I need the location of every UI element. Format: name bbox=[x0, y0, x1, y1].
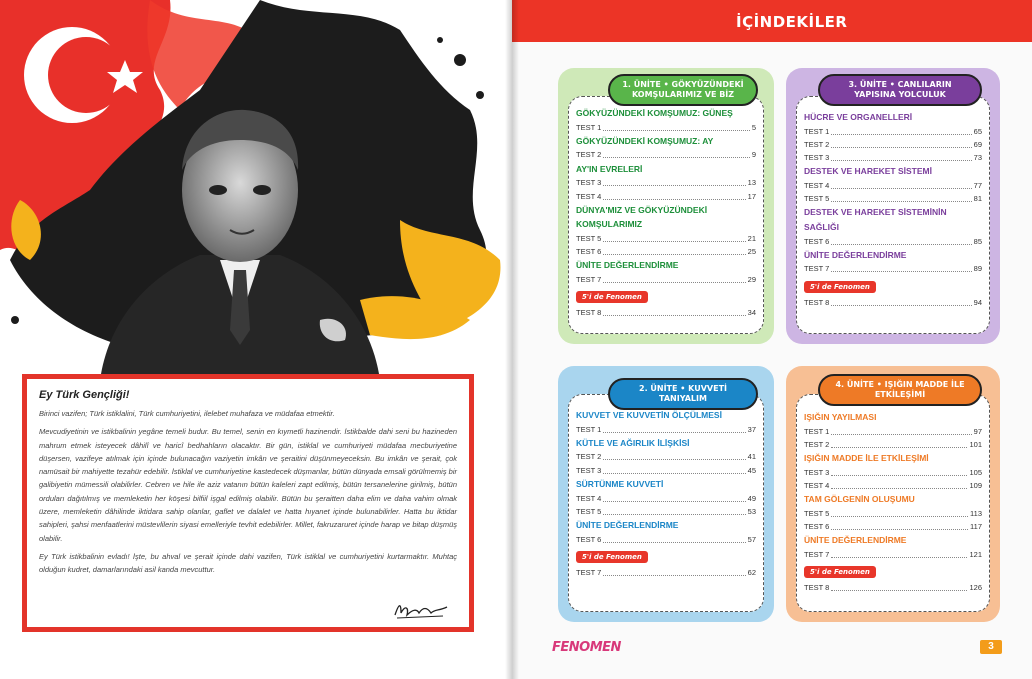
toc-test-label: TEST 4 bbox=[804, 481, 830, 491]
leader-dots bbox=[831, 265, 971, 272]
leader-dots bbox=[603, 151, 750, 158]
toc-page-number: 34 bbox=[747, 308, 756, 318]
toc-page-number: 69 bbox=[973, 139, 982, 149]
unit-item-list bbox=[804, 410, 982, 594]
leader-dots bbox=[603, 248, 745, 255]
toc-section-heading[interactable]: GÖKYÜZÜNDEKİ KOMŞUMUZ: GÜNEŞ bbox=[576, 108, 733, 118]
toc-test-entry[interactable] bbox=[804, 138, 982, 151]
toc-page-number: 113 bbox=[970, 508, 982, 518]
leader-dots bbox=[603, 495, 745, 502]
toc-test-entry[interactable] bbox=[804, 581, 982, 594]
toc-section-heading[interactable]: ÜNİTE DEĞERLENDİRME bbox=[804, 535, 907, 546]
toc-section-heading[interactable]: AY'IN EVRELERİ bbox=[576, 163, 643, 174]
fenomen-badge[interactable]: 5'i de Fenomen bbox=[576, 291, 648, 303]
toc-section-heading[interactable]: IŞIĞIN MADDE İLE ETKİLEŞİMİ bbox=[804, 453, 929, 464]
contents-header-bar bbox=[512, 0, 1032, 42]
toc-page-number: 25 bbox=[747, 247, 756, 257]
unit-title: 1. ÜNİTE • GÖKYÜZÜNDEKİ KOMŞULARIMIZ VE BİZ bbox=[608, 74, 758, 106]
toc-test-label: TEST 8 bbox=[804, 297, 830, 307]
toc-test-label: TEST 8 bbox=[576, 308, 602, 318]
toc-page-number: 21 bbox=[747, 233, 756, 243]
toc-page-number: 49 bbox=[747, 493, 756, 503]
toc-test-label: TEST 8 bbox=[804, 583, 830, 593]
toc-page-number: 89 bbox=[973, 264, 982, 274]
toc-page-number: 126 bbox=[969, 583, 982, 593]
toc-test-label: TEST 3 bbox=[804, 467, 830, 477]
toc-test-label: TEST 2 bbox=[576, 150, 602, 160]
toc-page-number: 117 bbox=[970, 522, 982, 532]
toc-test-entry[interactable] bbox=[804, 296, 982, 309]
toc-test-label: TEST 7 bbox=[576, 567, 602, 577]
leader-dots bbox=[831, 584, 967, 591]
unit-title: 4. ÜNİTE • IŞIĞIN MADDE İLE ETKİLEŞİMİ bbox=[818, 374, 982, 406]
toc-test-entry[interactable] bbox=[804, 179, 982, 192]
portrait-illustration bbox=[60, 70, 420, 380]
ataturk-address-to-youth bbox=[22, 374, 474, 632]
toc-test-label: TEST 3 bbox=[576, 465, 602, 475]
publisher-logo: FENOMEN bbox=[552, 640, 621, 655]
leader-dots bbox=[603, 235, 745, 242]
leader-dots bbox=[603, 193, 745, 200]
unit-item-list bbox=[576, 106, 756, 319]
leader-dots bbox=[831, 523, 968, 530]
toc-page-number: 77 bbox=[973, 181, 982, 191]
leader-dots bbox=[831, 441, 967, 448]
unit-2-box bbox=[558, 366, 774, 622]
toc-section-heading[interactable]: DÜNYA'MIZ VE GÖKYÜZÜNDEKİ KOMŞULARIMIZ bbox=[576, 204, 708, 230]
toc-page-number: 41 bbox=[747, 452, 756, 462]
toc-test-label: TEST 2 bbox=[804, 139, 830, 149]
toc-test-label: TEST 7 bbox=[576, 274, 602, 284]
toc-section-heading[interactable]: SÜRTÜNME KUVVETİ bbox=[576, 478, 664, 489]
toc-section-heading[interactable]: DESTEK VE HAREKET SİSTEMİ bbox=[804, 166, 932, 177]
toc-test-entry[interactable] bbox=[576, 121, 756, 134]
toc-test-entry[interactable] bbox=[576, 566, 756, 579]
toc-test-label: TEST 5 bbox=[576, 506, 602, 516]
toc-section-heading[interactable]: KUVVET VE KUVVETİN ÖLÇÜLMESİ bbox=[576, 410, 722, 420]
toc-page-number: 109 bbox=[969, 481, 982, 491]
toc-test-entry[interactable] bbox=[804, 479, 982, 492]
toc-section-heading[interactable]: GÖKYÜZÜNDEKİ KOMŞUMUZ: AY bbox=[576, 135, 714, 146]
unit-title: 2. ÜNİTE • KUVVETİ TANIYALIM bbox=[608, 378, 758, 410]
toc-test-label: TEST 5 bbox=[804, 508, 830, 518]
unit-1-box bbox=[558, 68, 774, 344]
toc-test-entry[interactable] bbox=[804, 466, 982, 479]
contents-title: İÇİNDEKİLER bbox=[736, 13, 848, 31]
toc-page-number: 37 bbox=[747, 424, 756, 434]
toc-test-label: TEST 2 bbox=[804, 439, 830, 449]
leader-dots bbox=[831, 182, 971, 189]
toc-page-number: 65 bbox=[973, 126, 982, 136]
toc-section-heading[interactable]: KÜTLE VE AĞIRLIK İLİŞKİSİ bbox=[576, 437, 690, 448]
toc-test-label: TEST 4 bbox=[804, 181, 830, 191]
toc-test-entry[interactable] bbox=[576, 505, 756, 518]
leader-dots bbox=[831, 482, 967, 489]
toc-test-entry[interactable] bbox=[804, 234, 982, 247]
toc-test-entry[interactable] bbox=[576, 491, 756, 504]
fenomen-badge[interactable]: 5'i de Fenomen bbox=[804, 281, 876, 293]
toc-test-entry[interactable] bbox=[804, 548, 982, 561]
toc-test-entry[interactable] bbox=[804, 425, 982, 438]
leader-dots bbox=[603, 569, 745, 576]
toc-test-entry[interactable] bbox=[576, 148, 756, 161]
toc-test-entry[interactable] bbox=[576, 306, 756, 319]
unit-4-box bbox=[786, 366, 1000, 622]
leader-dots bbox=[603, 124, 750, 131]
leader-dots bbox=[831, 195, 971, 202]
unit-title: 3. ÜNİTE • CANLILARIN YAPISINA YOLCULUK bbox=[818, 74, 982, 106]
toc-test-entry[interactable] bbox=[576, 273, 756, 286]
toc-section-heading[interactable]: ÜNİTE DEĞERLENDİRME bbox=[804, 249, 907, 260]
toc-test-entry[interactable] bbox=[576, 450, 756, 463]
toc-page-number: 97 bbox=[973, 426, 982, 436]
toc-test-label: TEST 6 bbox=[804, 236, 830, 246]
toc-test-entry[interactable] bbox=[804, 520, 982, 533]
toc-section-heading[interactable]: IŞIĞIN YAYILMASI bbox=[804, 412, 877, 422]
toc-test-label: TEST 6 bbox=[804, 522, 830, 532]
leader-dots bbox=[603, 276, 745, 283]
toc-test-entry[interactable] bbox=[804, 125, 982, 138]
toc-page-number: 85 bbox=[973, 236, 982, 246]
toc-test-entry[interactable] bbox=[576, 464, 756, 477]
toc-test-entry[interactable] bbox=[804, 507, 982, 520]
toc-test-entry[interactable] bbox=[576, 423, 756, 436]
toc-page-number: 62 bbox=[747, 567, 756, 577]
leader-dots bbox=[603, 536, 745, 543]
unit-item-list bbox=[576, 408, 756, 579]
leader-dots bbox=[831, 510, 968, 517]
leader-dots bbox=[603, 508, 745, 515]
unit-3-box bbox=[786, 68, 1000, 344]
toc-test-label: TEST 7 bbox=[804, 264, 830, 274]
toc-section-heading[interactable]: DESTEK VE HAREKET SİSTEMİNİN SAĞLIĞI bbox=[804, 207, 947, 232]
toc-section-heading[interactable]: TAM GÖLGENİN OLUŞUMU bbox=[804, 494, 915, 505]
leader-dots bbox=[831, 428, 971, 435]
leader-dots bbox=[831, 238, 971, 245]
toc-section-heading[interactable]: ÜNİTE DEĞERLENDİRME bbox=[576, 260, 679, 271]
page-number: 3 bbox=[980, 640, 1002, 654]
signature-image bbox=[391, 599, 451, 621]
toc-test-label: TEST 7 bbox=[804, 549, 830, 559]
toc-test-label: TEST 4 bbox=[576, 493, 602, 503]
oath-paragraph: Birinci vazifen; Türk istiklalini, Türk cumhuriyetini, ilelebet muhafaza ve müdafaa etmektir. bbox=[39, 409, 335, 418]
leader-dots bbox=[831, 154, 971, 161]
leader-dots bbox=[603, 309, 745, 316]
toc-test-label: TEST 2 bbox=[576, 452, 602, 462]
book-spine-shadow bbox=[505, 0, 519, 679]
toc-test-entry[interactable] bbox=[576, 232, 756, 245]
toc-page-number: 94 bbox=[973, 297, 982, 307]
toc-test-entry[interactable] bbox=[576, 532, 756, 545]
toc-page-number: 53 bbox=[747, 506, 756, 516]
toc-test-label: TEST 3 bbox=[804, 153, 830, 163]
toc-test-label: TEST 1 bbox=[804, 126, 830, 136]
toc-test-entry[interactable] bbox=[804, 192, 982, 205]
toc-page-number: 81 bbox=[973, 194, 982, 204]
right-page bbox=[512, 0, 1032, 679]
leader-dots bbox=[603, 453, 745, 460]
toc-test-entry[interactable] bbox=[576, 189, 756, 202]
toc-test-entry[interactable] bbox=[804, 151, 982, 164]
leader-dots bbox=[831, 299, 971, 306]
oath-paragraph: Mevcudiyetinin ve istikbalinin yegâne temeli budur. Bu temel, senin en kıymetli hazinendir. İstikbalde dahi seni bu hazineden mahrum etmek isteyecek dâhilî ve haricî bedhahların olacaktır. Bir gün, istiklal ve cumhuriyeti müdafaa mecburiyetine düşersen, vazifeye atılmak için içinde bulunacağın vaziyetin imkân ve şeraitini düşünmeyeceksin. Bu imkân ve şerait, çok namüsait bir mahiyette tezahür edebilir. İstiklal ve cumhuriyetine kastedecek düşmanlar, bütün dünyada emsali görülmemiş bir galibiyetin mümessili olabilirler. Cebren ve hile ile aziz vatanın bütün kaleleri zapt edilmiş, bütün tersanelerine girilmiş, bütün orduları dağıtılmış ve memleketin her köşesi bilfiil işgal edilmiş olabilir. Bütün bu şeraitten daha elim ve daha vahim olmak üzere, memleketin dâhilinde iktidara sahip olanlar, gaflet ve dalalet ve hatta hıyanet içinde bulunabilirler. Hatta bu iktidar sahipleri, şahsi menfaatlerini müstevlilerin siyasi emelleriyle tevhit edebilirler. Millet, fakruzaruret içinde harap ve bitap düşmüş olabilir. bbox=[39, 427, 457, 543]
toc-section-heading[interactable]: HÜCRE VE ORGANELLERİ bbox=[804, 112, 913, 122]
toc-test-label: TEST 1 bbox=[576, 122, 602, 132]
leader-dots bbox=[603, 467, 745, 474]
toc-test-label: TEST 5 bbox=[576, 233, 602, 243]
toc-test-label: TEST 3 bbox=[576, 178, 602, 188]
leader-dots bbox=[831, 128, 971, 135]
toc-test-entry[interactable] bbox=[576, 176, 756, 189]
toc-page-number: 57 bbox=[747, 534, 756, 544]
toc-test-entry[interactable] bbox=[576, 245, 756, 258]
toc-test-label: TEST 6 bbox=[576, 534, 602, 544]
toc-page-number: 45 bbox=[747, 465, 756, 475]
leader-dots bbox=[831, 469, 967, 476]
toc-page-number: 13 bbox=[747, 178, 756, 188]
leader-dots bbox=[831, 551, 967, 558]
leader-dots bbox=[603, 179, 745, 186]
toc-page-number: 17 bbox=[747, 191, 756, 201]
toc-page-number: 101 bbox=[969, 439, 982, 449]
toc-page-number: 121 bbox=[969, 549, 982, 559]
toc-page-number: 29 bbox=[747, 274, 756, 284]
leader-dots bbox=[831, 141, 971, 148]
oath-paragraph: Ey Türk istikbalinin evladı! İşte, bu ahval ve şerait içinde dahi vazifen, Türk istiklal ve cumhuriyetini kurtarmaktır. Muhtaç olduğun kudret, damarlarındaki asil kanda mevcuttur. bbox=[39, 551, 457, 575]
toc-page-number: 5 bbox=[751, 122, 756, 132]
toc-page-number: 105 bbox=[969, 467, 982, 477]
leader-dots bbox=[603, 426, 745, 433]
unit-item-list bbox=[804, 110, 982, 309]
toc-test-label: TEST 5 bbox=[804, 194, 830, 204]
toc-test-label: TEST 1 bbox=[576, 424, 602, 434]
fenomen-badge[interactable]: 5'i de Fenomen bbox=[576, 551, 648, 563]
toc-section-heading[interactable]: ÜNİTE DEĞERLENDİRME bbox=[576, 519, 679, 530]
toc-test-label: TEST 4 bbox=[576, 191, 602, 201]
fenomen-badge[interactable]: 5'i de Fenomen bbox=[804, 566, 876, 578]
toc-page-number: 73 bbox=[973, 153, 982, 163]
toc-test-entry[interactable] bbox=[804, 438, 982, 451]
toc-page-number: 9 bbox=[751, 150, 756, 160]
toc-test-label: TEST 6 bbox=[576, 247, 602, 257]
oath-title: Ey Türk Gençliği! bbox=[39, 389, 130, 401]
toc-test-label: TEST 1 bbox=[804, 426, 830, 436]
toc-test-entry[interactable] bbox=[804, 262, 982, 275]
left-page bbox=[0, 0, 512, 679]
